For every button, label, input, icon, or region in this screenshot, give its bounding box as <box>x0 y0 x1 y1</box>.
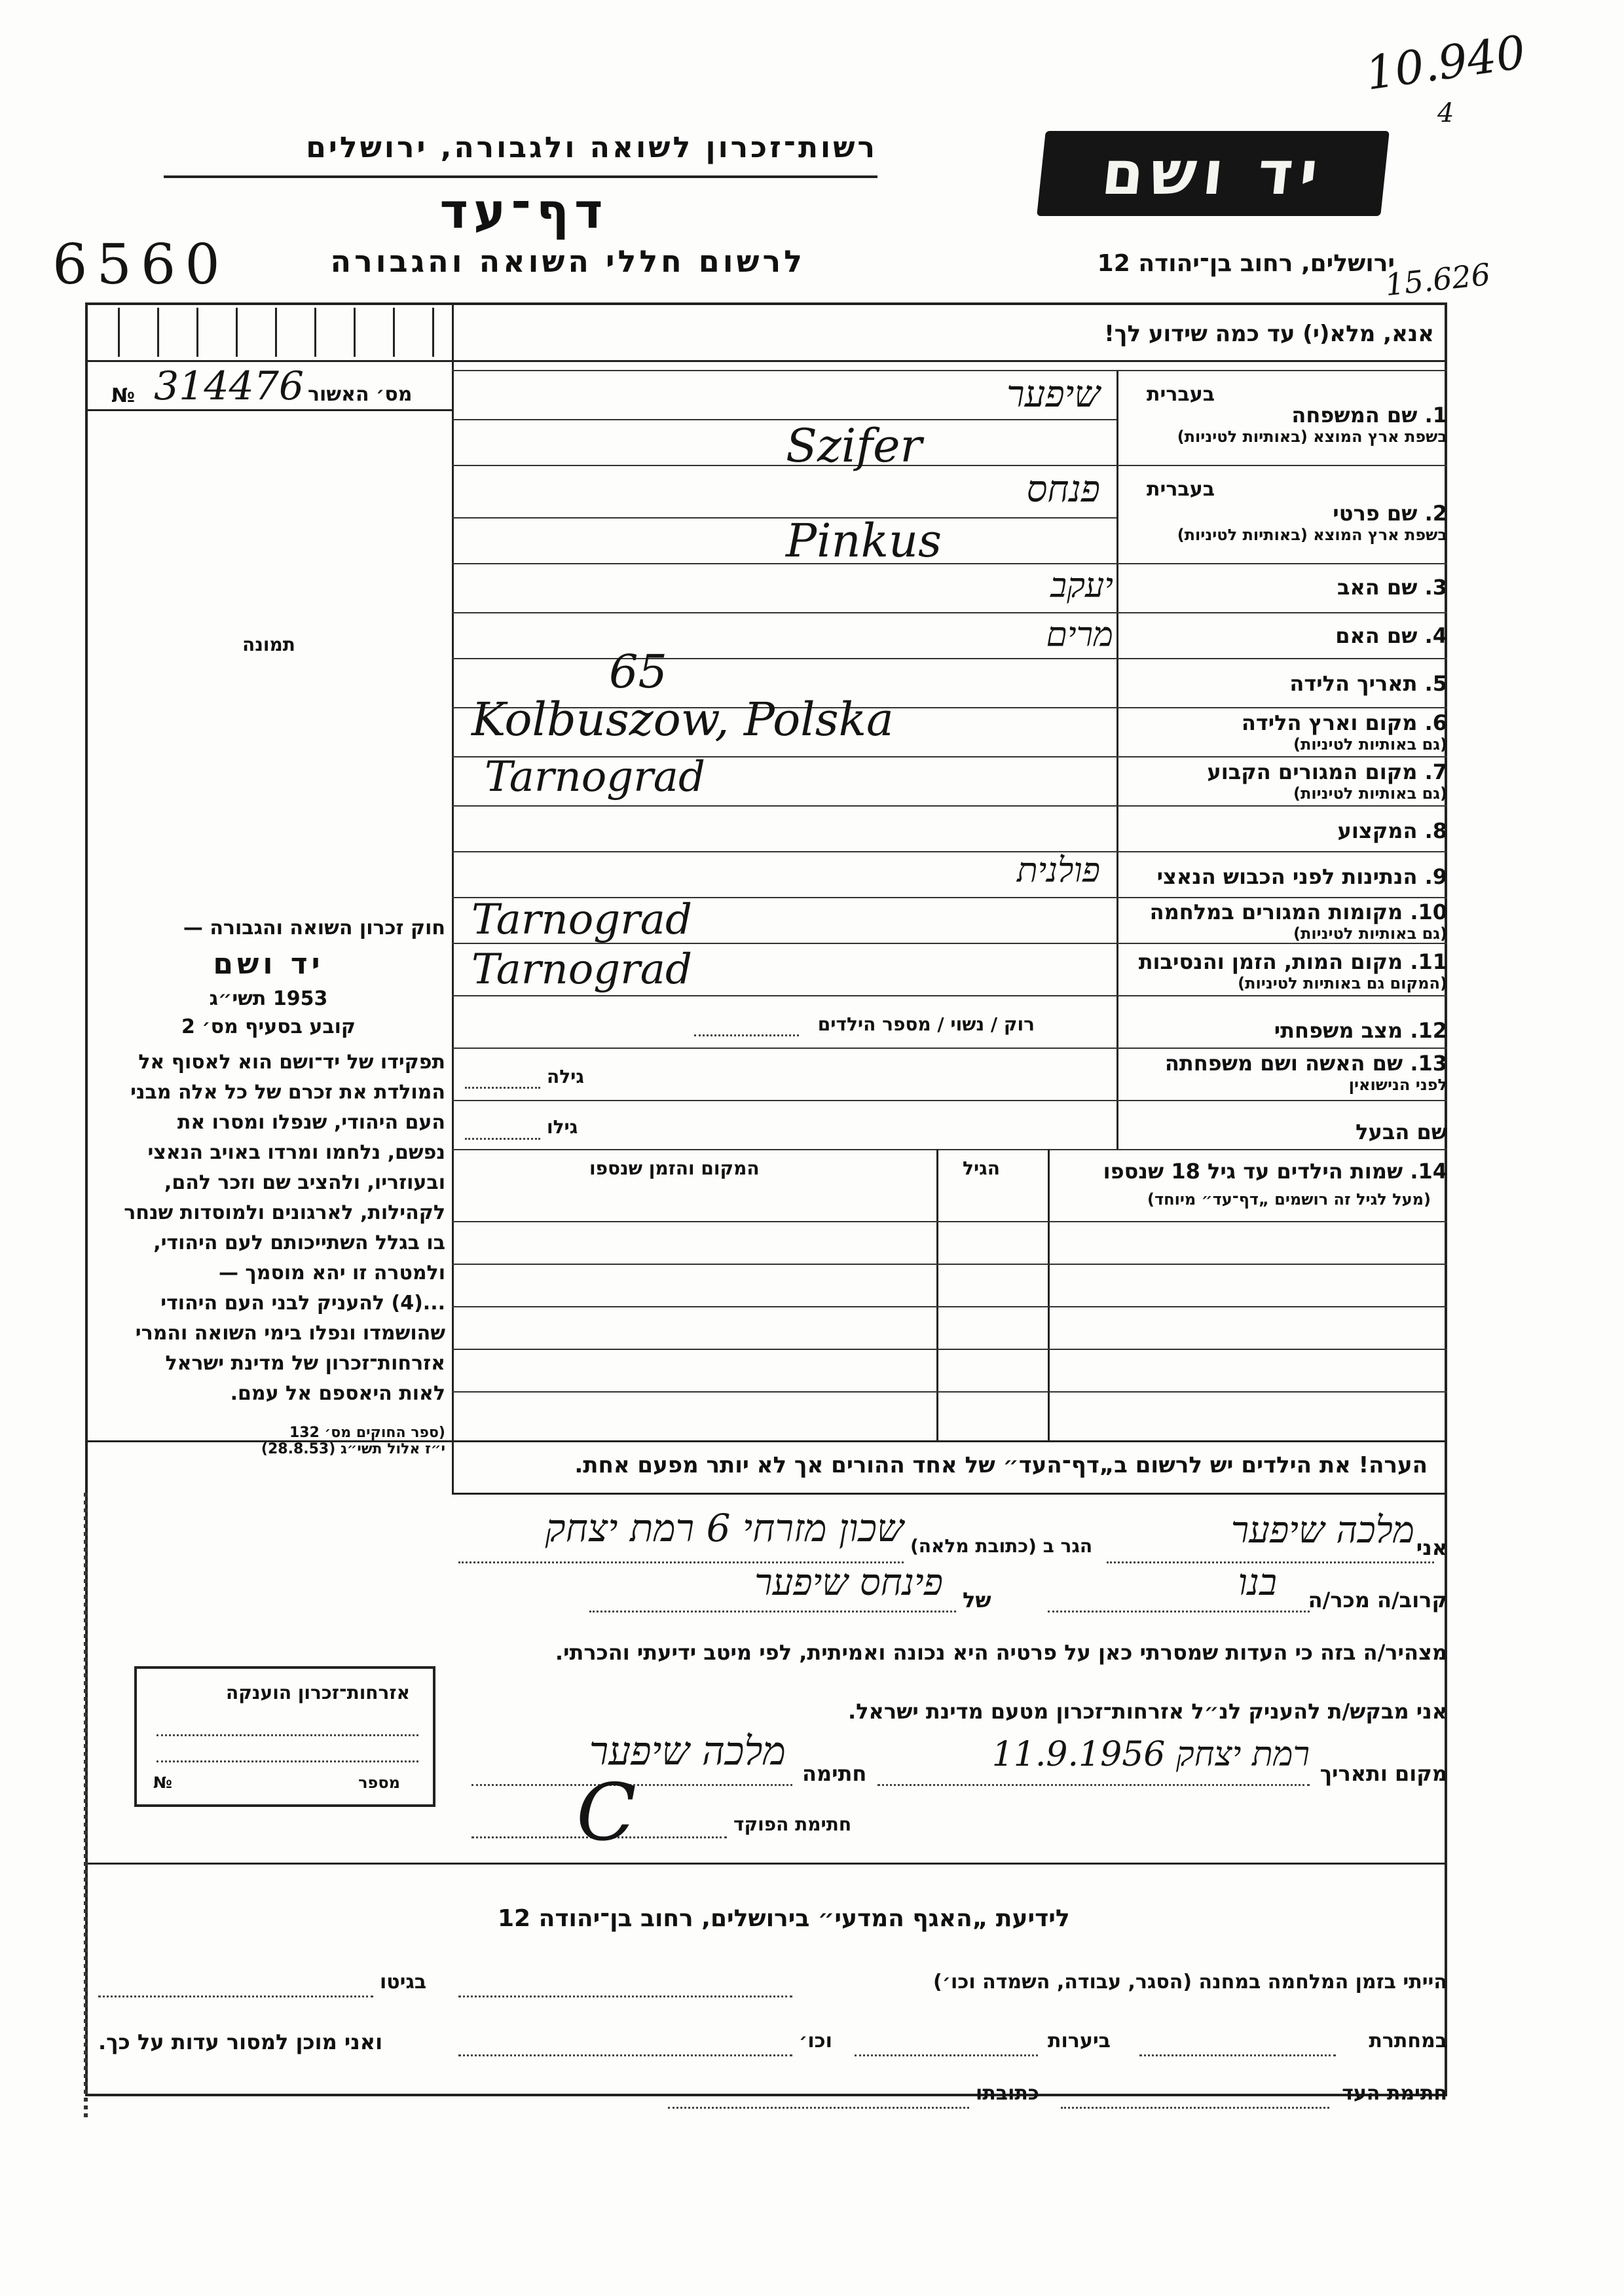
law-line: שהושמדו ונפלו בימי השואה והמרי <box>135 1322 445 1345</box>
field-label: שם האשה ושם משפחתה <box>1164 1051 1403 1076</box>
field-sub: (גם באותיות לטיניות) <box>1293 924 1447 943</box>
value-father[interactable]: יעקב <box>1050 566 1113 606</box>
relation-label: קרוב/ה מכר/ה <box>1308 1588 1447 1613</box>
field-label: מקום וארץ הלידה <box>1241 710 1418 735</box>
husband-label: שם הבעל <box>1356 1120 1447 1144</box>
field-3 <box>1337 575 1447 600</box>
value-surname-latin[interactable]: Szifer <box>786 419 923 473</box>
field-num: 7. <box>1424 759 1447 784</box>
children-header-text: שמות הילדים עד גיל 18 שנספו <box>1103 1159 1403 1184</box>
law-line: תפקידו של יד־ושם הוא לאסוף אל <box>138 1051 445 1074</box>
page-subtitle: לרשום חללי השואה והגבורה <box>330 244 805 279</box>
signature-label: חתימה <box>802 1761 867 1786</box>
value-citizenship[interactable]: פולנית <box>1016 851 1100 890</box>
law-line: העם היהודי, שנפלו ומסרו את <box>177 1111 445 1134</box>
field-num: 9. <box>1424 864 1447 889</box>
field-label: מקום המות, הזמן והנסיבות <box>1138 949 1403 974</box>
footer-line1-a: הייתי בזמן המלחמה במחנה (הסגר, עבודה, השמדה וכו׳) <box>933 1971 1447 1994</box>
law-title: חוק זכרון השואה והגבורה — <box>183 917 445 939</box>
place-date-label: מקום ותאריך <box>1320 1761 1447 1786</box>
children-header <box>1103 1159 1447 1184</box>
col-place: המקום והזמן שנספו <box>589 1157 760 1179</box>
declarant-address[interactable]: שכון מזרחי 6 רמת יצחק <box>545 1506 904 1550</box>
logo-text: יד ושם <box>1098 138 1328 208</box>
law-ref-1: (ספר החוקים מס׳ 132 <box>289 1425 445 1441</box>
field-sub: (גם באותיות לטיניות) <box>1293 784 1447 803</box>
signature-value[interactable]: מלכה שיפער <box>589 1728 786 1774</box>
field-1 <box>1177 403 1447 446</box>
footer-notice: לידיעת „האגף המדעי״ בירושלים, רחוב בן־יהודה 12 <box>498 1905 1070 1932</box>
citizenship-box-title: אזרחות־זכרון הוענקה <box>226 1682 410 1704</box>
col-age: הגיל <box>963 1157 1000 1179</box>
corner-number-2: 15.626 <box>1383 256 1492 303</box>
note-line: הערה! את הילדים יש לרשום ב„דף־העד״ של אחד ההורים אך לא יותר מפעם אחת. <box>574 1452 1428 1478</box>
age-label-husband: גילו <box>547 1116 578 1138</box>
field-label: תאריך הלידה <box>1289 671 1418 696</box>
field-label: מצב משפחתי <box>1274 1018 1403 1043</box>
footer-line2-c: וכו׳ <box>799 2030 832 2052</box>
field-11 <box>1139 949 1447 993</box>
field-7 <box>1207 759 1447 803</box>
field-9 <box>1157 864 1447 889</box>
approval-no-sign: № <box>111 384 136 407</box>
field-label: מקומות המגורים במלחמה <box>1149 900 1403 924</box>
footer-line1-b: בגיטו <box>380 1971 427 1994</box>
field-label: הנתינות לפני הכבוש הנאצי <box>1156 864 1418 889</box>
law-line: ובעוזריו, ולהציב שם וזכר להם, <box>164 1171 445 1194</box>
law-line: ולמטרה זו יהא מוסמך — <box>218 1262 445 1285</box>
field-num: 4. <box>1424 623 1447 648</box>
field-sub: (גם באותיות לטיניות) <box>1293 735 1447 754</box>
approval-number: 314476 <box>154 363 304 409</box>
law-line: לאות היאספם אל עמם. <box>230 1382 445 1405</box>
field-sub: בשפת ארץ המוצא (באותיות לטיניות) <box>1177 526 1447 544</box>
field-10 <box>1150 900 1447 943</box>
children-sub: (מעל לגיל זה רושמים „דף־עד״ מיוחד) <box>1147 1190 1431 1209</box>
photo-label: תמונה <box>242 634 295 655</box>
law-line: לקהילות, לארגונים ולמוסדות שנחר <box>124 1201 445 1224</box>
footer-line3-b: כתובתו <box>976 2082 1039 2105</box>
law-ref-2: י״ז אלול תשי״ג (28.8.53) <box>261 1441 445 1457</box>
field-num: 13. <box>1410 1051 1447 1076</box>
field-label: שם המשפחה <box>1291 403 1418 428</box>
of-label: של <box>963 1588 991 1613</box>
value-surname-hebrew[interactable]: שיפער <box>1006 373 1100 416</box>
declarant-name[interactable]: מלכה שיפער <box>1230 1509 1414 1552</box>
value-firstname-hebrew[interactable]: פנחס <box>1026 468 1100 511</box>
archive-number: 6560 <box>52 232 229 297</box>
field-sub: (המקום גם באותיות לטיניות) <box>1238 974 1447 993</box>
value-birth[interactable]: 65 <box>609 645 668 699</box>
age-label-wife: גילה <box>547 1066 584 1087</box>
field-2 <box>1177 501 1447 544</box>
statement-2: אני מבקש/ת להעניק לנ״ל אזרחות־זכרון מטעם מדינת ישראל. <box>848 1699 1447 1724</box>
law-clause: קובע בסעיף מס׳ 2 <box>181 1015 356 1038</box>
value-death-place[interactable]: Tarnograd <box>471 945 692 994</box>
citizenship-number-label: מספר <box>358 1774 400 1792</box>
lang-hebrew-2: בעברית <box>1147 478 1215 501</box>
footer-line3-a: חתימת העד <box>1342 2082 1447 2105</box>
resides-label: הגר ב (כתובת מלאה) <box>910 1535 1093 1557</box>
law-line: ...(4) להעניק לבני העם היהודי <box>160 1292 445 1315</box>
field-num: 8. <box>1424 818 1447 843</box>
field-num: 6. <box>1424 710 1447 735</box>
law-line: המולדת את זכרם של כל אלה מבני <box>130 1081 445 1104</box>
yad-vashem-logo <box>1037 131 1390 216</box>
field-label: מקום המגורים הקבוע <box>1207 759 1418 784</box>
header-address: ירושלים, רחוב בן־יהודה 12 <box>1097 250 1395 277</box>
value-residence[interactable]: Tarnograd <box>485 753 705 801</box>
field-5 <box>1289 671 1447 696</box>
law-block <box>92 917 445 1457</box>
field-label: שם האב <box>1337 575 1418 600</box>
field-num: 2. <box>1424 501 1447 526</box>
field-12 <box>1274 1018 1447 1043</box>
citizenship-no-sign: № <box>153 1774 172 1792</box>
field-sub: לפני הנישואין <box>1348 1076 1447 1094</box>
law-line: אזרחות־זכרון של מדינת ישראל <box>165 1352 445 1375</box>
field-label: המקצוע <box>1337 818 1418 843</box>
lang-hebrew-1: בעברית <box>1147 383 1215 406</box>
approval-label: מס׳ האשור <box>308 383 413 406</box>
corner-note: 10.940 <box>1362 25 1529 101</box>
declarant-relation[interactable]: בנו <box>1238 1561 1277 1604</box>
footer-line2-a: במחתרת <box>1369 2030 1447 2052</box>
value-birthplace[interactable]: Kolbuszow, Polska <box>471 693 894 746</box>
page-title: דף־עד <box>439 183 608 240</box>
field-num: 11. <box>1410 949 1447 974</box>
request-line: אנא, מלא(י) עד כמה שידוע לך! <box>1104 321 1434 347</box>
children-header-num: 14. <box>1410 1159 1447 1184</box>
field-num: 12. <box>1410 1018 1447 1043</box>
field-6 <box>1242 710 1447 754</box>
marital-options: רוק / נשוי / מספר הילדים <box>817 1013 1035 1035</box>
field-sub: בשפת ארץ המוצא (באותיות לטיניות) <box>1177 428 1447 446</box>
field-13 <box>1165 1051 1447 1094</box>
field-8 <box>1338 818 1447 843</box>
field-4 <box>1335 623 1447 648</box>
law-line: נפשם, נלחמו ומרדו באויב הנאצי <box>147 1141 445 1164</box>
law-line: בו בגלל השתייכותם לעם היהודי, <box>153 1231 445 1254</box>
value-mother[interactable]: מרים <box>1046 615 1113 655</box>
field-num: 3. <box>1424 575 1447 600</box>
field-num: 1. <box>1424 403 1447 428</box>
statement-1: מצהיר/ה בזה כי העדות שמסרתי כאן על פרטיה היא נכונה ואמיתית, לפי מיטב ידיעתי והכרתי. <box>555 1640 1447 1665</box>
field-label: שם פרטי <box>1333 501 1418 526</box>
authority-underline <box>164 175 877 178</box>
law-logo: יד ושם <box>213 947 324 981</box>
value-firstname-latin[interactable]: Pinkus <box>786 514 942 568</box>
citizenship-box <box>134 1666 435 1807</box>
field-num: 5. <box>1424 671 1447 696</box>
field-label: שם האם <box>1335 623 1418 648</box>
authority-heading: רשות־זכרון לשואה ולגבורה, ירושלים <box>306 131 877 164</box>
official-signature: C <box>576 1768 637 1859</box>
law-year: 1953 תשי״ג <box>209 987 328 1010</box>
place-date-value[interactable]: רמת יצחק 11.9.1956 <box>991 1735 1310 1774</box>
official-label: חתימת הפוקד <box>733 1813 852 1835</box>
corner-note-small: 4 <box>1437 98 1454 128</box>
declarant-i-label: אני <box>1416 1535 1447 1560</box>
declarant-of-name[interactable]: פינחס שיפער <box>754 1561 943 1604</box>
field-num: 10. <box>1410 900 1447 924</box>
approval-ticks <box>118 308 439 357</box>
footer-line2-d: ואני מוכן למסור עדות על כך. <box>98 2030 383 2054</box>
footer-line2-b: ביערות <box>1048 2030 1111 2052</box>
scan-edge <box>84 1493 88 2121</box>
value-war-places[interactable]: Tarnograd <box>471 896 692 944</box>
